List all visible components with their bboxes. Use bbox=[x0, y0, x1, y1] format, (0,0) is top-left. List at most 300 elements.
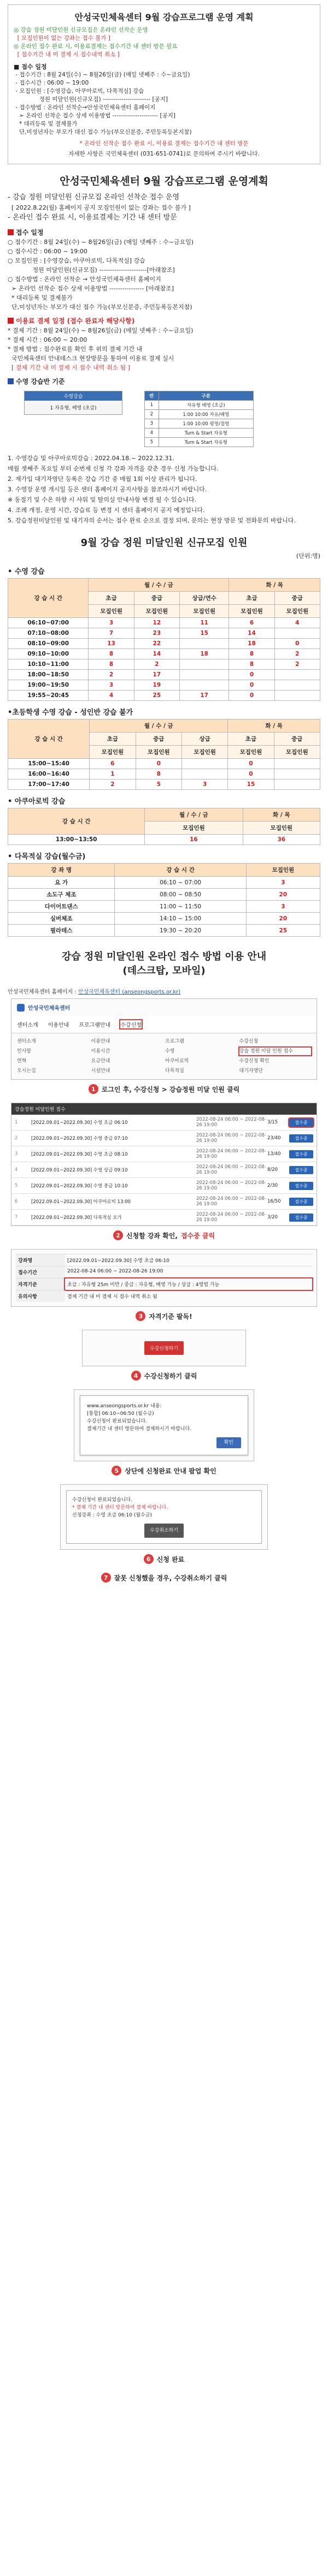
swim-cell: 8 bbox=[229, 659, 274, 670]
apply-button[interactable]: 수강신청하기 bbox=[144, 1341, 184, 1355]
schedule-line: ➢ 온라인 선착순 접수 상세 이용방법 ---------------- [아래참조] bbox=[8, 285, 174, 292]
multi-table-body bbox=[8, 877, 320, 937]
list-cell: 7 bbox=[15, 1215, 18, 1220]
level-header: 중급 bbox=[274, 592, 320, 605]
notice-line: [ 모집인원이 없는 강좌는 접수 불가 ] bbox=[14, 35, 110, 41]
sample-cell: 2 bbox=[145, 410, 159, 419]
level-header: 상급 bbox=[181, 733, 227, 746]
step-text: 상단에 신청완료 안내 팝업 확인 bbox=[125, 1467, 216, 1475]
swim-cell: 17 bbox=[180, 691, 229, 701]
child-swim-cell: 5 bbox=[136, 780, 181, 790]
list-cell: 6 bbox=[15, 1199, 18, 1204]
nav-item[interactable]: 센터소개 bbox=[17, 1022, 38, 1028]
list-header: 강습정원 미달인원 접수 bbox=[11, 1103, 317, 1115]
popup-line: 수강신청이 완료되었습니다. bbox=[87, 1419, 148, 1424]
child-swim-cell bbox=[274, 759, 320, 769]
reception-line: 정원 미달인원(신규모집) ----------------------- [공지] bbox=[14, 96, 168, 103]
sub-header: 모집인원 bbox=[181, 746, 227, 759]
step-badge: 1 bbox=[89, 1084, 98, 1094]
child-swim-cell: 3 bbox=[181, 780, 227, 790]
group-header: 화 / 목 bbox=[243, 808, 320, 822]
list-cell: 3/20 bbox=[267, 1215, 278, 1220]
apply-status-button[interactable]: 접수중 bbox=[289, 1150, 313, 1158]
cancel-button[interactable]: 수강취소하기 bbox=[144, 1524, 184, 1538]
group-header: 월 / 수 / 금 bbox=[89, 579, 229, 592]
detail-value: 초급 : 자유형 25m 미만 / 중급 : 자유형, 배영 가능 / 상급 : 4영법 가능 bbox=[65, 1278, 312, 1290]
menu-item[interactable]: 다목적실 bbox=[165, 1068, 184, 1074]
multi-cell: 필라테스 bbox=[8, 925, 115, 937]
multi-row bbox=[8, 877, 320, 889]
multi-cell: 19:30 ~ 20:20 bbox=[115, 925, 246, 937]
schedule-line: * 대리등록 및 결제불가 bbox=[8, 294, 73, 301]
list-item bbox=[11, 1210, 317, 1225]
multi-row bbox=[8, 889, 320, 901]
detail-key: 접수기간 bbox=[16, 1266, 65, 1278]
swim-cell: 7 bbox=[89, 628, 134, 639]
schedule-line: ○ 접수방법 : 온라인 선착순 → 안성국민체육센터 홈페이지 bbox=[8, 276, 161, 283]
list-cell: [2022.09.01~2022.09.30] 수영 초급 06:10 bbox=[31, 1120, 128, 1126]
mega-menu bbox=[11, 1033, 317, 1079]
multi-row bbox=[8, 913, 320, 925]
child-swim-row bbox=[8, 759, 320, 769]
notice-line: ◎ 강습 정원 미달인원 신규모집은 온라인 선착순 운영 bbox=[14, 27, 148, 33]
menu-item[interactable]: 연혁 bbox=[17, 1058, 27, 1064]
sub-header: 모집인원 bbox=[180, 605, 229, 618]
child-swim-cell: 0 bbox=[136, 759, 181, 769]
multi-cell: 실버체조 bbox=[8, 913, 115, 925]
list-cell: [2022.09.01~2022.09.30] 수영 상급 09:10 bbox=[31, 1168, 128, 1173]
group-header: 화 / 목 bbox=[228, 719, 320, 733]
sample-card-body: 1 자유형, 배영 (초급) bbox=[50, 406, 97, 411]
multi-cell: 25 bbox=[246, 925, 320, 937]
sample-cell: 3 bbox=[145, 419, 159, 429]
square-bullet-icon bbox=[8, 378, 14, 384]
level-header: 초급 bbox=[89, 592, 134, 605]
swim-cell: 0 bbox=[229, 670, 274, 680]
site-label: 안성국민체육센터 홈페이지 : bbox=[8, 989, 78, 995]
notice-title: 안성국민체육센터 9월 강습프로그램 운영 계획 bbox=[74, 12, 254, 22]
time-header: 강 습 시 간 bbox=[8, 808, 145, 835]
note-item: 1. 수영강습 및 아쿠아로빅강습 : 2022.04.18.~ 2022.12.31. bbox=[8, 455, 174, 462]
pay-line: * 결제 기간 : 8월 24일(수) ~ 8월26일(금) (매일 넷째주 : 수~금요일) bbox=[8, 327, 194, 334]
sample-table-header: 반 bbox=[145, 391, 159, 401]
apply-status-button[interactable]: 접수중 bbox=[289, 1182, 313, 1190]
menu-item[interactable]: 프로그램 bbox=[165, 1039, 184, 1044]
swim-cell: 06:10~07:00 bbox=[8, 618, 89, 628]
sample-card-header: 수영강습 bbox=[25, 391, 122, 401]
child-swim-cell: 15:00~15:40 bbox=[8, 759, 90, 769]
aqua-cell: 16 bbox=[145, 835, 243, 845]
sample-cell: 4 bbox=[145, 429, 159, 438]
guide-title-line: 강습 정원 미달인원 온라인 접수 방법 이용 안내 bbox=[61, 951, 267, 962]
time-header: 강 습 시 간 bbox=[8, 719, 90, 759]
sub-header: 모집인원 bbox=[89, 605, 134, 618]
swim-cell: 14 bbox=[134, 649, 179, 659]
step-badge: 3 bbox=[136, 1311, 145, 1321]
menu-item[interactable]: 이용안내 bbox=[91, 1039, 110, 1044]
step-badge: 7 bbox=[101, 1573, 111, 1583]
sample-cell: 1:00 10:00 자유/배영 bbox=[159, 410, 253, 419]
swim-cell: 17 bbox=[134, 670, 179, 680]
main-line: - 강습 정원 미달인원 신규모집 온라인 선착순 접수 운영 bbox=[8, 193, 180, 201]
popup-ok-button[interactable]: 확인 bbox=[216, 1437, 241, 1448]
swim-row bbox=[8, 649, 320, 659]
reception-line: - 접수기간 : 8월 24일(수) ~ 8월26일(금) (매일 넷째주 : 수~금요일) bbox=[14, 72, 190, 78]
swim-cell: 3 bbox=[89, 680, 134, 691]
reception-title: ■ 접수 일정 bbox=[14, 63, 47, 70]
sample-cell: 자유형 배영 (초급) bbox=[159, 401, 253, 410]
step2-screenshot bbox=[11, 1103, 317, 1226]
pay-line: * 결제 방법 : 접수완료를 확인 후 위의 결제 기간 내 bbox=[8, 346, 143, 353]
level-header: 초급 bbox=[228, 733, 274, 746]
sample-cell: Turn & Start 자유형 bbox=[159, 429, 253, 438]
swim-cell: 22 bbox=[134, 639, 179, 649]
list-cell: 2022-08-24 06:00 ~ 2022-08-26 19:00 bbox=[196, 1164, 266, 1175]
menu-item[interactable]: 수영 bbox=[165, 1049, 175, 1054]
step-text: 신청 완료 bbox=[156, 1555, 185, 1563]
list-cell: [2022.09.01~2022.09.30] 아쿠아로빅 13:00 bbox=[31, 1199, 131, 1205]
schedule-label bbox=[8, 228, 44, 237]
sample-area bbox=[24, 391, 320, 447]
recruit-title: 9월 강습 정원 미달인원 신규모집 인원 bbox=[80, 537, 248, 549]
detail-row bbox=[16, 1290, 312, 1302]
schedule-label-text: 접수 일정 bbox=[16, 229, 44, 236]
swim-cell: 18 bbox=[229, 639, 274, 649]
step1-screenshot bbox=[11, 998, 317, 1080]
menu-item[interactable]: 이용시간 bbox=[91, 1049, 110, 1054]
step5-screenshot bbox=[74, 1389, 254, 1461]
sample-cell: Turn & Start 자유형 bbox=[159, 438, 253, 447]
swim-table-body bbox=[8, 618, 320, 701]
detail-key: 유의사항 bbox=[16, 1290, 65, 1302]
swim-cell bbox=[180, 680, 229, 691]
sample-table bbox=[144, 391, 254, 447]
confirm-popup bbox=[80, 1395, 248, 1455]
step-5 bbox=[8, 1466, 320, 1476]
child-swim-cell: 1 bbox=[90, 769, 136, 780]
menu-item[interactable]: 인사말 bbox=[17, 1049, 32, 1054]
list-cell: 23/40 bbox=[267, 1135, 281, 1141]
swim-cell: 0 bbox=[274, 639, 320, 649]
swim-cell: 13 bbox=[89, 639, 134, 649]
list-cell: 4 bbox=[15, 1167, 18, 1173]
sub-header: 모집인원 bbox=[228, 746, 274, 759]
swim-cell: 4 bbox=[89, 691, 134, 701]
swim-cell: 8 bbox=[229, 649, 274, 659]
swim-table bbox=[8, 578, 320, 701]
detail-key: 강좌명 bbox=[16, 1254, 65, 1266]
list-cell: 2022-08-24 06:00 ~ 2022-08-26 19:00 bbox=[196, 1212, 266, 1223]
site-link[interactable]: 안성국민체육센터 (anseongsports.or.kr) bbox=[78, 989, 181, 995]
list-cell: [2022.09.01~2022.09.30] 수영 초급 08:10 bbox=[31, 1152, 128, 1157]
multi-cell: 3 bbox=[246, 901, 320, 913]
sub-header: 모집인원 bbox=[274, 746, 320, 759]
swim-row bbox=[8, 691, 320, 701]
detail-row bbox=[16, 1266, 312, 1278]
contact-line: 자세한 사항은 국민체육센터 (031-651-0741)로 문의하여 주시기 바랍니다. bbox=[68, 151, 260, 157]
child-swim-cell: 8 bbox=[136, 769, 181, 780]
done-line: 신청강좌 : 수영 초급 06:10 (월수금) bbox=[72, 1513, 152, 1518]
swim-cell bbox=[274, 680, 320, 691]
detail-row bbox=[16, 1254, 312, 1266]
swim-cell: 2 bbox=[274, 659, 320, 670]
swim-cell: 15 bbox=[180, 628, 229, 639]
step-text: 수강신청하기 클릭 bbox=[144, 1372, 197, 1380]
multi-row bbox=[8, 901, 320, 913]
list-cell: 2 bbox=[15, 1135, 18, 1141]
list-cell: [2022.09.01~2022.09.30] 수영 중급 07:10 bbox=[31, 1136, 128, 1141]
swim-cell: 19:00~19:50 bbox=[8, 680, 89, 691]
caution-line: * 온라인 선착순 접수 완료 시, 이용료 결제는 접수기간 내 센터 방문 bbox=[79, 140, 249, 147]
child-swim-cell: 16:00~16:40 bbox=[8, 769, 90, 780]
sample-card bbox=[24, 391, 122, 415]
sample-label-text: 수영 강습반 기준 bbox=[16, 378, 65, 385]
list-item bbox=[11, 1131, 317, 1146]
child-swim-body bbox=[8, 759, 320, 790]
detail-value: 결제 기간 내 미 결제 시 접수 내역 취소 됨 bbox=[67, 1294, 157, 1300]
swim-cell: 2 bbox=[274, 649, 320, 659]
multi-row bbox=[8, 925, 320, 937]
step3-screenshot bbox=[11, 1249, 317, 1307]
note-item: 3. 수영장 운영 개시일 등은 센터 홈페이지 공지사항을 참조하시기 바랍니다. bbox=[8, 486, 207, 493]
note-item: 4. 조례 개정, 운영 시간, 강습료 등 변경 시 센터 홈페이지 공지 예정입니다. bbox=[8, 507, 205, 514]
swim-cell: 10:10~11:00 bbox=[8, 659, 89, 670]
swim-label: • 수영 강습 bbox=[8, 568, 45, 576]
logo-text: 안성국민체육센터 bbox=[28, 1006, 71, 1012]
nav-item[interactable]: 이용안내 bbox=[48, 1022, 69, 1028]
course-list bbox=[11, 1115, 317, 1225]
swim-cell: 2 bbox=[134, 659, 179, 670]
sample-cell: 1:00 10:00 평영/접영 bbox=[159, 419, 253, 429]
menu-item[interactable]: 요금안내 bbox=[91, 1058, 110, 1064]
menu-item[interactable]: 수강신청 bbox=[239, 1039, 259, 1044]
popup-footer bbox=[87, 1433, 241, 1448]
child-swim-cell: 17:00~17:40 bbox=[8, 780, 90, 790]
child-swim-cell: 0 bbox=[228, 769, 274, 780]
step-2 bbox=[8, 1230, 320, 1240]
step-text: 자격기준 팔독! bbox=[149, 1312, 192, 1320]
child-swim-cell bbox=[181, 769, 227, 780]
swim-row bbox=[8, 680, 320, 691]
step-text: 잘못 신청했을 경우, 수강취소하기 클릭 bbox=[114, 1574, 227, 1582]
swim-cell: 8 bbox=[89, 649, 134, 659]
sub-header: 모집인원 bbox=[229, 605, 274, 618]
notice-line: [ 접수기간 내 미 결제 시 접수내역 취소 ] bbox=[14, 51, 120, 58]
menu-item[interactable]: 대기자명단 bbox=[239, 1068, 263, 1074]
level-header: 상급/연수 bbox=[180, 592, 229, 605]
reception-line: ➢ 온라인 선착순 접수 상세 이용방법 ---------------------- [공지] bbox=[14, 112, 176, 119]
swim-cell: 19:55~20:45 bbox=[8, 691, 89, 701]
multi-cell: 3 bbox=[246, 877, 320, 889]
child-swim-cell bbox=[181, 759, 227, 769]
reception-line: * 대리등록 및 결제불가 bbox=[14, 121, 78, 127]
list-cell: 13/40 bbox=[267, 1151, 281, 1157]
multi-header: 강 좌 명 bbox=[8, 864, 115, 877]
swim-cell bbox=[274, 628, 320, 639]
multi-header: 모집인원 bbox=[246, 864, 320, 877]
menu-item[interactable]: 수강신청 확인 bbox=[239, 1058, 270, 1064]
step-6 bbox=[8, 1554, 320, 1564]
multi-cell: 요 가 bbox=[8, 877, 115, 889]
main-line: - 온라인 접수 완료 시, 이용료결제는 기간 내 센터 방문 bbox=[8, 213, 177, 222]
list-item bbox=[11, 1194, 317, 1210]
list-item bbox=[11, 1162, 317, 1178]
list-cell: 2022-08-24 06:00 ~ 2022-08-26 19:00 bbox=[196, 1149, 266, 1159]
level-header: 초급 bbox=[229, 592, 274, 605]
swim-cell bbox=[274, 670, 320, 680]
list-cell: 2/30 bbox=[267, 1183, 278, 1188]
schedule-line: ○ 접수시간 : 06:00 ~ 19:00 bbox=[8, 248, 87, 255]
menu-item[interactable]: 시설안내 bbox=[91, 1068, 110, 1074]
multi-cell: 14:10 ~ 15:00 bbox=[115, 913, 246, 925]
guide-title bbox=[8, 950, 320, 978]
group-header: 월 / 수 / 금 bbox=[145, 808, 243, 822]
cancel-wrap bbox=[72, 1524, 256, 1538]
pay-line: * 결제 시간 : 06:00 ~ 20:00 bbox=[8, 336, 87, 343]
unit-label: (단위:명) bbox=[296, 552, 320, 560]
site-nav bbox=[11, 1016, 317, 1033]
multi-cell: 다이어트댄스 bbox=[8, 901, 115, 913]
popup-line: 결제기간 내 센터 방문하여 결제하시기 바랍니다. bbox=[87, 1426, 192, 1432]
swim-cell: 18 bbox=[180, 649, 229, 659]
step-text: 로그인 후, 수강신청 > 강습정원 미달 인원 클릭 bbox=[101, 1085, 240, 1093]
reception-line: - 접수시간 : 06:00 ~ 19:00 bbox=[14, 80, 89, 86]
level-header: 중급 bbox=[136, 733, 181, 746]
detail-row bbox=[16, 1278, 312, 1290]
pay-line: 국민체육센터 안내데스크 현장방문을 통하여 이용료 결제 실시 bbox=[8, 355, 174, 362]
apply-status-button[interactable]: 접수중 bbox=[289, 1119, 313, 1127]
step-emphasis: 접수중 클릭 bbox=[180, 1232, 215, 1240]
menu-item[interactable]: 오시는길 bbox=[17, 1068, 36, 1074]
multi-header: 강 습 시 간 bbox=[115, 864, 246, 877]
sub-header: 모집인원 bbox=[136, 746, 181, 759]
list-cell: 2022-08-24 06:00 ~ 2022-08-26 19:00 bbox=[196, 1180, 266, 1191]
list-cell: 2022-08-24 06:00 ~ 2022-08-26 19:00 bbox=[196, 1196, 266, 1207]
swim-row bbox=[8, 628, 320, 639]
logo-icon bbox=[17, 1004, 25, 1012]
swim-cell: 4 bbox=[274, 618, 320, 628]
group-header: 화 / 목 bbox=[229, 579, 320, 592]
aqua-table bbox=[8, 808, 320, 845]
sample-cell: 5 bbox=[145, 438, 159, 447]
child-swim-cell: 15 bbox=[228, 780, 274, 790]
schedule-line: ○ 접수기간 : 8월 24일(수) ~ 8월26일(금) (매일 넷째주 : 수~금요일) bbox=[8, 239, 194, 246]
nav-item[interactable]: 프로그램안내 bbox=[79, 1022, 111, 1028]
swim-cell: 14 bbox=[229, 628, 274, 639]
apply-status-button[interactable]: 접수중 bbox=[289, 1166, 313, 1174]
swim-cell: 09:10~10:00 bbox=[8, 649, 89, 659]
swim-cell: 8 bbox=[89, 659, 134, 670]
menu-item-vacancy[interactable]: 강습 정원 미달 인원 접수 bbox=[239, 1048, 312, 1055]
child-swim-table bbox=[8, 719, 320, 790]
level-header: 중급 bbox=[134, 592, 179, 605]
adult-label: •초등학생 수영 강습 - 성인반 강습 불가 bbox=[8, 709, 133, 717]
multi-cell: 소도구 체조 bbox=[8, 889, 115, 901]
multi-cell: 11:00 ~ 11:50 bbox=[115, 901, 246, 913]
sub-header: 모집인원 bbox=[134, 605, 179, 618]
apply-status-button[interactable]: 접수중 bbox=[289, 1134, 313, 1143]
multi-table bbox=[8, 863, 320, 937]
note-item: ※ 동절기 및 수온 하향 시 샤워 및 탈의실 안내사항 변경 될 수 있습니다. bbox=[8, 496, 197, 503]
list-cell: 3 bbox=[15, 1151, 18, 1157]
detail-value: [2022.09.01~2022.09.30] 수영 초급 06:10 bbox=[67, 1258, 169, 1264]
child-swim-row bbox=[8, 780, 320, 790]
reception-line: - 접수방법 : 온라인 선착순→안성국민체육센터 홈페이지 bbox=[14, 104, 156, 111]
notice-box bbox=[8, 4, 320, 164]
multi-cell: 06:10 ~ 07:00 bbox=[115, 877, 246, 889]
multi-label: • 다목적실 강습(월수금) bbox=[8, 853, 86, 861]
child-swim-cell: 0 bbox=[228, 759, 274, 769]
step-7 bbox=[8, 1573, 320, 1583]
menu-item[interactable]: 아쿠아로빅 bbox=[165, 1058, 189, 1064]
square-bullet-icon bbox=[8, 318, 14, 324]
step-badge: 6 bbox=[144, 1554, 154, 1564]
swim-cell: 2 bbox=[89, 670, 134, 680]
swim-cell: 11 bbox=[180, 618, 229, 628]
step-1 bbox=[8, 1084, 320, 1094]
multi-cell: 08:00 ~ 08:50 bbox=[115, 889, 246, 901]
nav-item-course[interactable]: 수강신청 bbox=[120, 1020, 142, 1028]
swim-cell: 18:00~18:50 bbox=[8, 670, 89, 680]
sub-header: 모집인원 bbox=[274, 605, 320, 618]
list-cell: [2022.09.01~2022.09.30] 수영 중급 10:10 bbox=[31, 1183, 128, 1189]
schedule-line: 정원 미달인원(신규모집) ----------------------[아래참조] bbox=[8, 266, 175, 273]
swim-cell: 12 bbox=[134, 618, 179, 628]
popup-line: www.anseongsports.or.kr 내용: bbox=[87, 1403, 162, 1409]
note-item: 2. 재가입 대기자명단 등록은 강습 기간 중 매월 1회 이상 관리가 됩니다. bbox=[8, 475, 197, 483]
step-badge: 5 bbox=[112, 1466, 121, 1476]
sample-table-header: 구분 bbox=[159, 391, 253, 401]
notice-line: ◎ 온라인 접수 완료 시, 이용료결제는 접수기간 내 센터 방문 필요 bbox=[14, 43, 178, 50]
swim-cell: 6 bbox=[229, 618, 274, 628]
apply-status-button[interactable]: 접수중 bbox=[289, 1213, 313, 1222]
list-item bbox=[11, 1115, 317, 1131]
notes bbox=[8, 454, 320, 525]
pay-line: [ 결제 기간 내 미 결제 시 접수 내역 취소 됨 ] bbox=[8, 364, 131, 371]
swim-row bbox=[8, 670, 320, 680]
swim-row bbox=[8, 618, 320, 628]
reception-line: 단,미성년자는 부모가 대신 접수 가능(부모신분증, 주민등록등본지참) bbox=[14, 129, 192, 135]
popup-line: [통합] 06:10~06:50 (월수금) bbox=[87, 1411, 154, 1417]
schedule-line: ○ 모집인원 : [수영강습, 아쿠아로빅, 다목적실] 강습 bbox=[8, 257, 145, 264]
level-header: 초급 bbox=[90, 733, 136, 746]
list-cell: 8/20 bbox=[267, 1167, 278, 1173]
done-box bbox=[66, 1490, 262, 1544]
group-header: 월 / 수 / 금 bbox=[90, 719, 228, 733]
swim-row bbox=[8, 639, 320, 649]
reception-line: - 모집인원 : [수영강습, 아쿠아로빅, 다목적실] 강습 bbox=[14, 88, 144, 94]
pay-label-text: 이용료 결제 일정 (접수 완료자 해당사항) bbox=[16, 317, 135, 325]
level-header: 중급 bbox=[274, 733, 320, 746]
swim-cell: 0 bbox=[229, 680, 274, 691]
schedule-line: 단,미성년자는 부모가 대신 접수 가능(부모신분증, 주민등록등본지참) bbox=[8, 304, 192, 311]
swim-cell: 23 bbox=[134, 628, 179, 639]
step-4 bbox=[8, 1371, 320, 1381]
swim-cell bbox=[274, 691, 320, 701]
menu-item[interactable]: 센터소개 bbox=[17, 1039, 36, 1044]
note-item: 5. 강습정원미달인원 및 대기자의 순서는 접수 완료 순으로 결정 되며, 문의는 현장 방문 및 전화문의 바랍니다. bbox=[8, 517, 296, 524]
list-item bbox=[11, 1178, 317, 1194]
site-line bbox=[8, 987, 320, 995]
apply-status-button[interactable]: 접수중 bbox=[289, 1198, 313, 1206]
swim-cell: 19 bbox=[134, 680, 179, 691]
time-header: 강 습 시 간 bbox=[8, 579, 89, 618]
list-cell: 3/15 bbox=[267, 1120, 278, 1125]
step-3 bbox=[8, 1311, 320, 1321]
child-swim-cell: 6 bbox=[90, 759, 136, 769]
multi-cell: 20 bbox=[246, 913, 320, 925]
swim-cell bbox=[180, 639, 229, 649]
